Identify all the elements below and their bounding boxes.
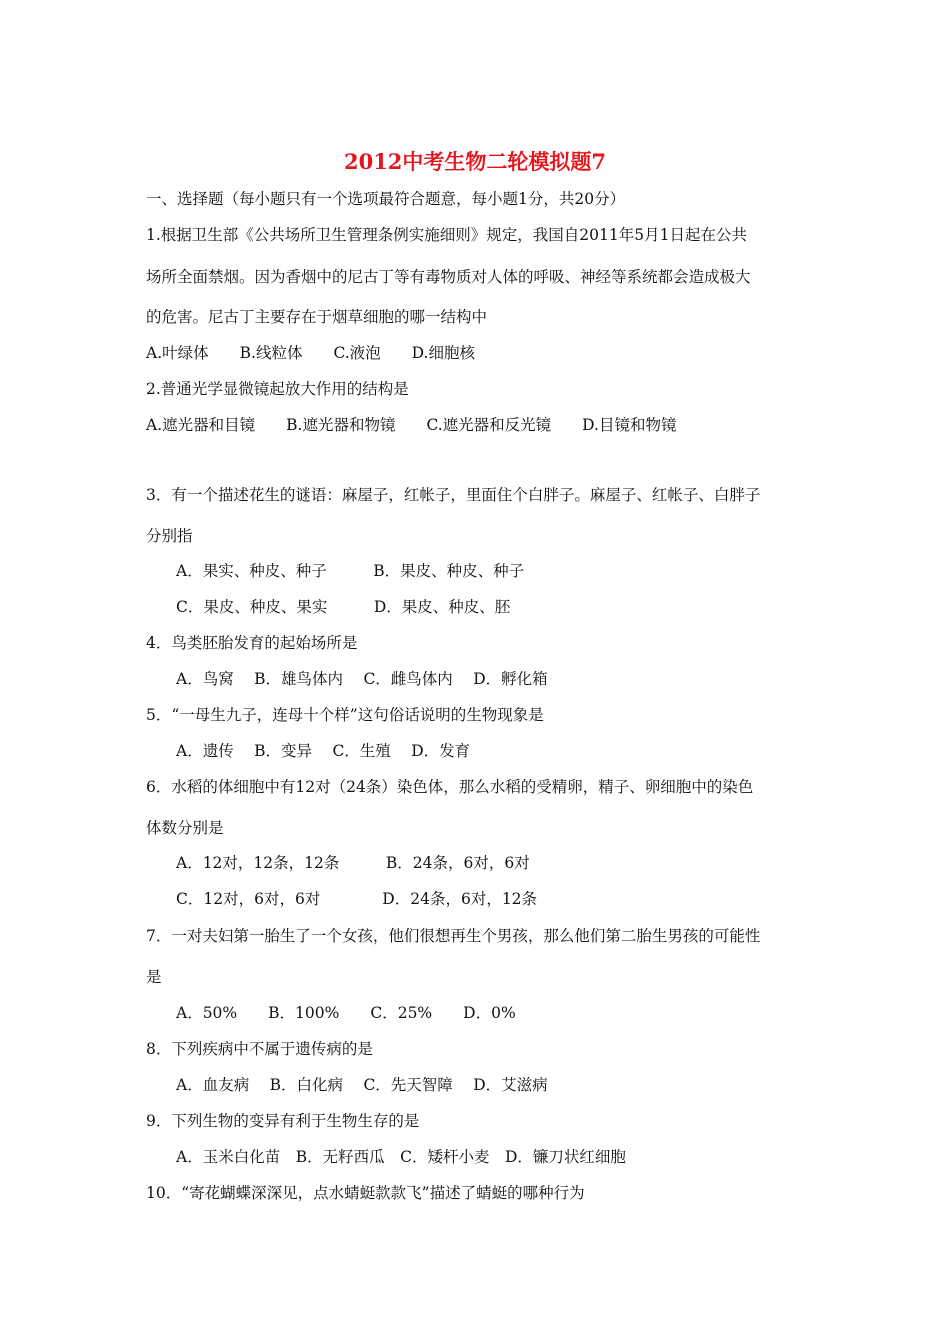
question-7-text-line-2: 是 [146, 968, 162, 986]
question-4-options: A．鸟窝 B．雄鸟体内 C．雌鸟体内 D．孵化箱 [176, 670, 548, 688]
page-title: 2012中考生物二轮模拟题7 [343, 149, 607, 174]
question-7-options: A．50% B．100% C．25% D．0% [176, 1004, 516, 1022]
question-2-text: 2.普通光学显微镜起放大作用的结构是 [146, 380, 409, 398]
question-6-options-line-2: C．12对，6对，6对 D．24条，6对，12条 [176, 890, 538, 908]
question-1-text-line-2: 场所全面禁烟。因为香烟中的尼古丁等有毒物质对人体的呼吸、神经等系统都会造成极大 [146, 268, 751, 286]
question-1-text-line-3: 的危害。尼古丁主要存在于烟草细胞的哪一结构中 [146, 308, 488, 326]
question-7-text-line-1: 7．一对夫妇第一胎生了一个女孩，他们很想再生个男孩，那么他们第二胎生男孩的可能性 [146, 927, 761, 945]
question-6-text-line-2: 体数分别是 [146, 819, 224, 837]
question-8-options: A．血友病 B．白化病 C．先天智障 D．艾滋病 [176, 1076, 548, 1094]
question-3-options-line-2: C．果皮、种皮、果实 D．果皮、种皮、胚 [176, 598, 511, 616]
question-5-options: A．遗传 B．变异 C．生殖 D．发育 [176, 742, 471, 760]
question-1-options: A.叶绿体 B.线粒体 C.液泡 D.细胞核 [146, 344, 475, 362]
question-3-text-line-1: 3．有一个描述花生的谜语：麻屋子，红帐子，里面住个白胖子。麻屋子、红帐子、白胖子 [146, 486, 761, 504]
question-3-options-line-1: A．果实、种皮、种子 B．果皮、种皮、种子 [176, 562, 525, 580]
question-10-text: 10．“寄花蝴蝶深深见，点水蜻蜓款款飞”描述了蜻蜓的哪种行为 [146, 1184, 585, 1202]
question-8-text: 8．下列疾病中不属于遗传病的是 [146, 1040, 373, 1058]
section-heading: 一、选择题（每小题只有一个选项最符合题意，每小题1分，共20分） [146, 190, 626, 208]
question-6-text-line-1: 6．水稻的体细胞中有12对（24条）染色体，那么水稻的受精卵，精子、卵细胞中的染色 [146, 778, 754, 796]
question-5-text: 5．“一母生九子，连母十个样”这句俗话说明的生物现象是 [146, 706, 544, 724]
question-9-text: 9．下列生物的变异有利于生物生存的是 [146, 1112, 420, 1130]
question-6-options-line-1: A．12对，12条，12条 B．24条，6对，6对 [176, 854, 530, 872]
question-2-options: A.遮光器和目镜 B.遮光器和物镜 C.遮光器和反光镜 D.目镜和物镜 [146, 416, 677, 434]
question-4-text: 4．鸟类胚胎发育的起始场所是 [146, 634, 358, 652]
question-3-text-line-2: 分别指 [146, 527, 193, 545]
question-9-options: A．玉米白化苗 B．无籽西瓜 C．矮杆小麦 D．镰刀状红细胞 [176, 1148, 626, 1166]
question-1-text-line-1: 1.根据卫生部《公共场所卫生管理条例实施细则》规定，我国自2011年5月1日起在公共 [146, 226, 747, 244]
